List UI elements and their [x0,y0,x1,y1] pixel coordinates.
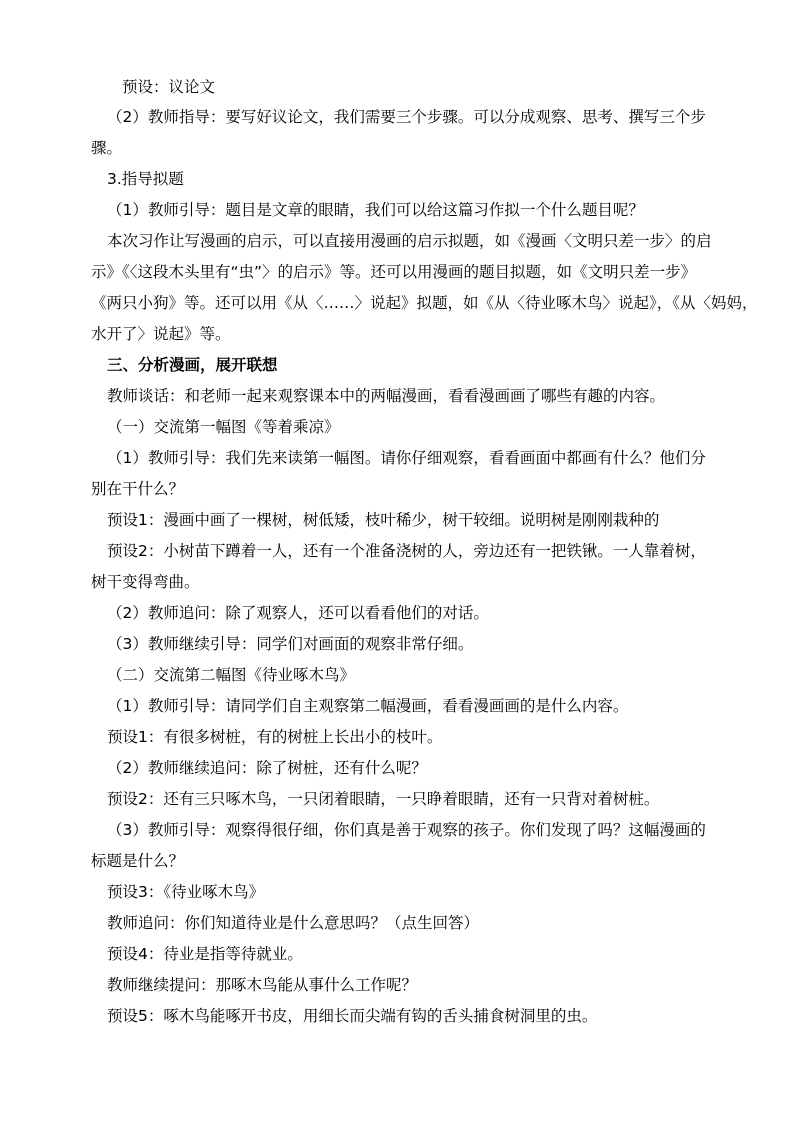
text-line: （3）教师继续引导：同学们对画面的观察非常仔细。 [107,635,474,653]
text-line: 标题是什么？ [91,852,185,870]
text-line: 别在干什么？ [91,480,185,498]
text-line: 骤。 [91,139,123,157]
text-line: 教师继续提问：那啄木鸟能从事什么工作呢？ [107,976,418,994]
section-heading: 三、分析漫画，展开联想 [107,356,278,374]
text-line: （一）交流第一幅图《等着乘凉》 [107,418,340,436]
text-line: 《两只小狗》等。还可以用《从〈……〉说起》拟题，如《从〈待业啄木鸟〉说起》，《从〈妈妈， [91,294,758,312]
text-line: （1）教师引导：请同学们自主观察第二幅漫画，看看漫画画的是什么内容。 [107,697,629,715]
text-line: 预设1：有很多树桩，有的树桩上长出小的枝叶。 [107,728,443,746]
text-line: （二）交流第二幅图《待业啄木鸟》 [107,666,356,684]
text-line: 预设4：待业是指等待就业。 [107,945,303,963]
text-line: 本次习作让写漫画的启示，可以直接用漫画的启示拟题，如《漫画〈文明只差一步〉的启 [107,232,712,250]
text-line: 教师追问：你们知道待业是什么意思吗？（点生回答） [107,914,480,932]
text-line: 树干变得弯曲。 [91,573,200,591]
text-line: 预设：议论文 [122,78,216,96]
text-line: 预设1：漫画中画了一棵树，树低矮，枝叶稀少，树干较细。说明树是刚刚栽种的 [107,511,660,529]
text-line: 水开了〉说起》等。 [91,325,231,343]
text-line: 预设2：还有三只啄木鸟，一只闭着眼睛，一只睁着眼睛，还有一只背对着树桩。 [107,790,660,808]
text-line: （2）教师指导：要写好议论文，我们需要三个步骤。可以分成观察、思考、撰写三个步 [107,108,706,126]
text-line: 预设3：《待业啄木鸟》 [107,883,265,901]
text-line: （2）教师追问：除了观察人，还可以看看他们的对话。 [107,604,489,622]
text-line: （2）教师继续追问：除了树桩，还有什么呢？ [107,759,427,777]
text-line: （3）教师引导：观察得很仔细，你们真是善于观察的孩子。你们发现了吗？这幅漫画的 [107,821,706,839]
text-line: 3.指导拟题 [107,170,184,188]
text-line: 教师谈话：和老师一起来观察课本中的两幅漫画，看看漫画画了哪些有趣的内容。 [107,387,666,405]
text-line: 示》《〈这段木头里有“虫”〉的启示》等。还可以用漫画的题目拟题，如《文明只差一步》 [91,263,697,281]
text-line: 预设5：啄木鸟能啄开书皮，用细长而尖端有钩的舌头捕食树洞里的虫。 [107,1007,598,1025]
text-line: 预设2：小树苗下蹲着一人，还有一个准备浇树的人，旁边还有一把铁锹。一人靠着树， [107,542,706,560]
text-line: （1）教师引导：题目是文章的眼睛，我们可以给这篇习作拟一个什么题目呢？ [107,201,644,219]
text-line: （1）教师引导：我们先来读第一幅图。请你仔细观察，看看画面中都画有什么？他们分 [107,449,706,467]
